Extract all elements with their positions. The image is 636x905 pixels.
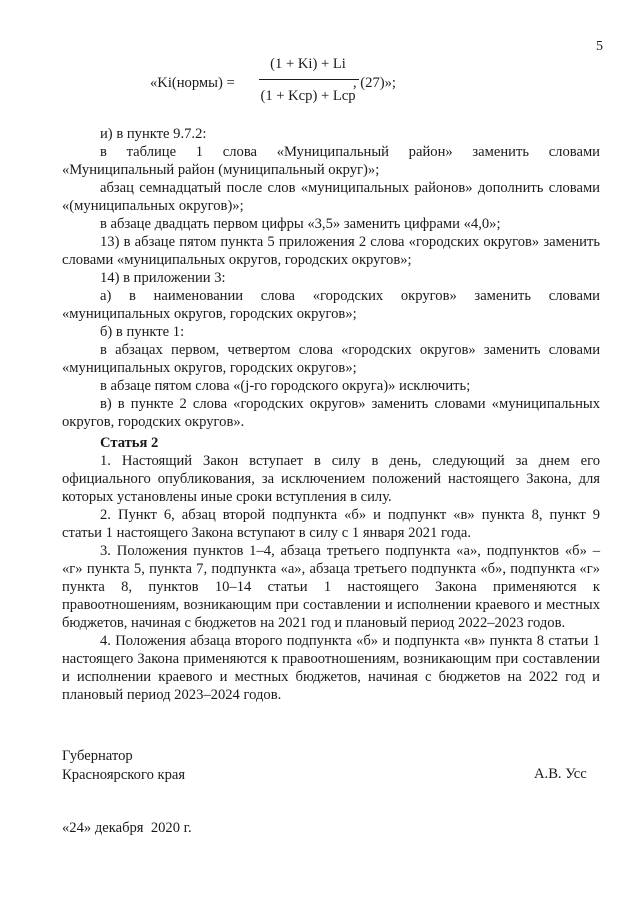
paragraph: в) в пункте 2 слова «городских округов» заменить словами «муниципальных округов, городских округов». (62, 396, 600, 430)
amendments-block (62, 125, 600, 431)
signature-name: А.В. Усс (534, 766, 587, 782)
signature-title (62, 747, 185, 785)
formula-numerator: (1 + Ki) + Li (270, 56, 346, 72)
document-date: «24» декабря 2020 г. (62, 820, 192, 836)
paragraph: в абзаце пятом слова «(j-го городского округа)» исключить; (100, 378, 471, 394)
paragraph: в таблице 1 слова «Муниципальный район» заменить словами «Муниципальный район (муниципальный округ)»; (62, 144, 600, 178)
fraction-bar (259, 79, 359, 80)
paragraph: 2. Пункт 6, абзац второй подпункта «б» и подпункт «в» пункта 8, пункт 9 статьи 1 настоящего Закона вступают в силу с 1 января 2021 года. (62, 507, 600, 541)
article-title: Статья 2 (100, 435, 159, 451)
paragraph: 4. Положения абзаца второго подпункта «б» и подпункта «в» пункта 8 статьи 1 настоящего Закона применяются к правоотношениям, возникающим при составлении и исполнении краевого и местных бюджетов, начиная с бюджетов на 2022 год и плановый период 2023–2024 годов. (62, 633, 600, 703)
formula-tail: , (27)»; (353, 75, 396, 91)
paragraph: 1. Настоящий Закон вступает в силу в день, следующий за днем его официального опубликования, за исключением положений настоящего Закона, для которых установлены иные сроки вступления в силу. (62, 453, 600, 505)
page-number: 5 (596, 39, 603, 54)
signature-title-line: Красноярского края (62, 767, 186, 783)
paragraph: 14) в приложении 3: (100, 270, 226, 286)
paragraph: а) в наименовании слова «городских округов» заменить словами «муниципальных округов, городских округов»; (62, 288, 600, 322)
formula (150, 55, 450, 105)
paragraph: 3. Положения пунктов 1–4, абзаца третьего подпункта «а», подпунктов «б» – «г» пункта 5, пункта 7, подпункта «а», абзаца третьего подпункта «б», подпункта «г» пункта 8, пунктов 10–14 статьи 1 настоящего Закона применяются к правоотношениям, возникающим при составлении и исполнении краевого и местных бюджетов, начиная с бюджетов на 2021 год и плановый период 2022–2023 годов. (62, 543, 600, 631)
signature-title-line: Губернатор (62, 748, 133, 764)
formula-denominator: (1 + Kср) + Lср (260, 88, 356, 104)
paragraph: б) в пункте 1: (100, 324, 185, 340)
article-body (62, 452, 600, 704)
paragraph: в абзаце двадцать первом цифры «3,5» заменить цифрами «4,0»; (100, 216, 501, 232)
formula-lhs: «Ki(нормы) = (150, 75, 235, 91)
paragraph: в абзацах первом, четвертом слова «городских округов» заменить словами «муниципальных округов, городских округов»; (62, 342, 600, 376)
paragraph: абзац семнадцатый после слов «муниципальных районов» дополнить словами «(муниципальных округов)»; (62, 180, 600, 214)
paragraph: 13) в абзаце пятом пункта 5 приложения 2 слова «городских округов» заменить словами «муниципальных округов, городских округов»; (62, 234, 600, 268)
paragraph: и) в пункте 9.7.2: (100, 126, 207, 142)
